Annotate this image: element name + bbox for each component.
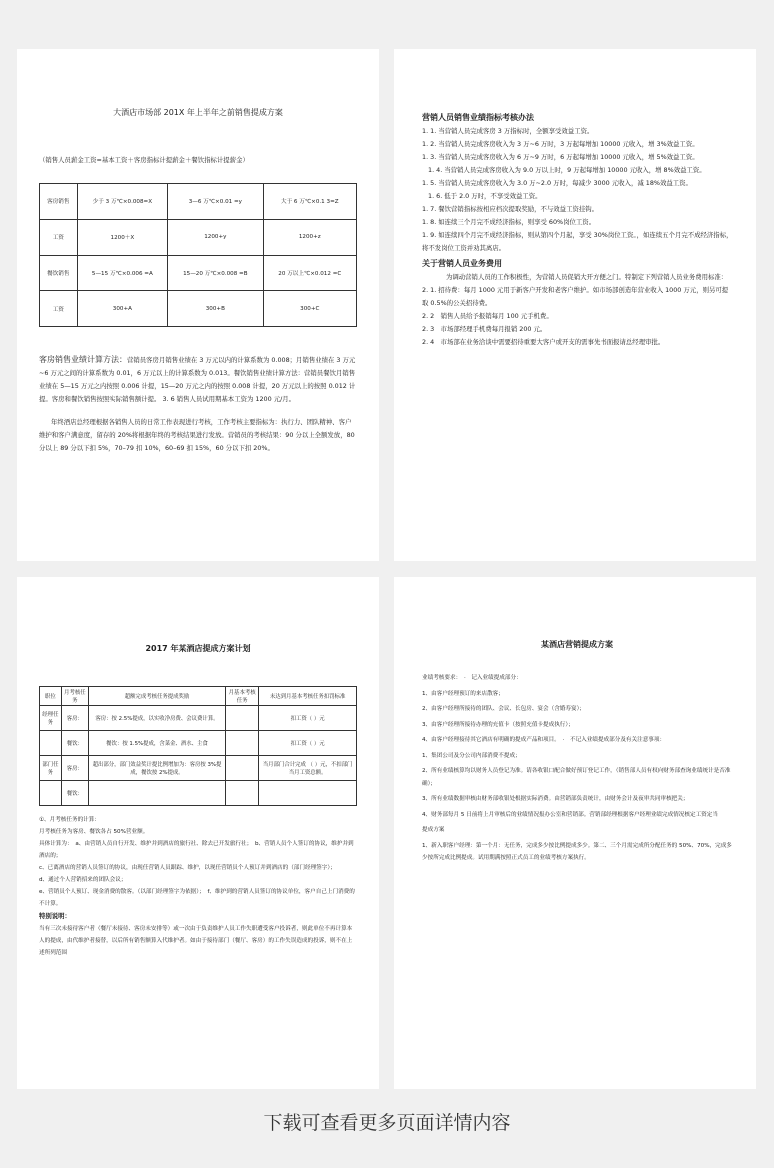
fee-item: 2. 1. 招待费：每月 1000 元用于新客户开发和老客户维护。如市场部创造年营业收入 1000 万元，则另可提取 0.5%的公关招待费。 [422, 286, 729, 307]
table-cell: 大于 6 万℃×0.1 3=Z [263, 184, 356, 220]
fee-item: 2. 2 销售人员给予报销每月 100 元手机费。 [422, 312, 553, 320]
review-paragraph: 年终酒店总经理根据各销售人员的日常工作表现进行考核，工作考核主要指标为：执行力、团队精神、客户维护和客户满意度，留存的 20%将根据年终的考核结果进行发放。营销员的考核结果：90 分以上全额发放，80 分以上 89 分以下扣 5%，70–79 扣 10%，60–69 扣 15%，60 分以下扣 20%。 [39, 418, 355, 452]
table-row [40, 756, 357, 781]
table-cell: 15—20 万℃×0.008 =B [168, 255, 263, 291]
page4-line: 2、由客户经理所接待的团队、会议、长包房、宴会（含婚寿宴）； [422, 706, 585, 712]
calc-method-text: 营销员客房月销售业绩在 3 万元以内的计算系数为 0.008；月销售业绩在 3 万元~6 万元之间的计算系数为 0.01，6 万元以上的计算系数为 0.013。餐饮销售业绩计算方法：营销员餐饮月销售业绩在 5—15 万元之内按照 0.006 计提，15—20 万元之内的按照 0.008 计提，20 万元以上的按照 0.012 计提。客房和餐饮销售按照实际销售额计提。 3. 6 销售人员试用期基本工资为 1200 元/月。 [39, 356, 356, 403]
page4-line: 2、所有业绩核算均以财务人员登记为准。请各收银口配合做好预订登记工作，（销售部人员有权向财务部查询业绩统计是否准确）； [422, 768, 731, 787]
kpi-item: 1. 7. 餐饮营销指标按相应档次提取奖励，不与效益工资挂钩。 [422, 205, 599, 213]
table-row [40, 291, 357, 327]
table-row [40, 731, 357, 756]
page4-line: 1、由客户经理预订的来店散客； [422, 690, 504, 697]
page2-heading-fees: 关于营销人员业务费用 [422, 259, 502, 268]
kpi-item: 1. 6. 低于 2.0 万时，不享受效益工资。 [428, 192, 542, 200]
fee-item: 2. 3 市场部经理手机费每月报销 200 元。 [422, 325, 547, 333]
table-cell: 餐饮：按 1.5%提成，含菜金、酒水、主食 [88, 731, 225, 756]
table-cell [40, 731, 62, 756]
table-cell: 工资 [40, 219, 78, 255]
special-text: 当有三次未接待客户者（餐厅未接待、客房未安排等）或一次由于负责维护人员工作失职遭受客户投诉者，则此单位不再计算本人的提成，由代维护者接替，以后所有销售额算入代维护者。如由于接待部门（餐厅、客房）的工作失误造成的投诉，则不在上述所列范围 [39, 926, 353, 956]
table-cell [40, 781, 62, 806]
table-header-cell: 月考核任务 [61, 687, 88, 706]
page4-line: 4、由客户经理接待其它酒店有明确的提成产品和项目。 · 不记入业绩提成部分及有关注意事项： [422, 737, 666, 743]
page4-line: 4、财务部每月 5 日前将上月审核后的业绩情况报办公室和营销部。营销部经理根据客户经理业绩完成情况核定工资定当 [422, 811, 718, 818]
table-cell [226, 756, 259, 781]
table-cell: 餐饮： [61, 731, 88, 756]
page4-line: 1、新入职客户经理：第一个月：无任务，完成多少按比例提成多少。第二、三个月需完成所分配任务的 50%、70%，完成多少按所完成比例提成。试用期满按照正式员工的业绩考核方案执行。 [422, 842, 732, 861]
special-heading: 特别说明： [39, 912, 71, 920]
plan-paragraph: c、已离酒店的营销人员签订的协议，由现任营销人员跟踪、维护，以现任营销员个人预订并到酒店的（部门经理签字）； [39, 865, 336, 871]
table-cell: 20 万以上℃×0.012 =C [263, 255, 356, 291]
table-cell: 客房：按 2.5%提成，以实收净房费、会议费计算。 [88, 706, 225, 731]
table-cell: 300+B [168, 291, 263, 327]
plan-paragraph: 具体计算为： a、由营销人员自行开发、维护并到酒店的旅行社、除去已开发旅行社； b、营销人员个人签订的协议，维护并到酒店的； [39, 841, 354, 859]
table-cell [88, 781, 225, 806]
table-header-cell: 月基本考核任务 [226, 687, 259, 706]
table-row [40, 706, 357, 731]
page3-title: 2017 年某酒店提成方案计划 [145, 644, 251, 653]
kpi-item: 1. 5. 当营销人员完成客房收入为 3.0 万~2.0 万时，每减少 3000 元收入，减 18%效益工资。 [422, 179, 692, 187]
table-cell: 经理任务 [40, 706, 62, 731]
table-cell: 1200+z [263, 219, 356, 255]
page4-title: 某酒店营销提成方案 [541, 640, 613, 649]
kpi-item: 1. 3. 当营销人员完成客房收入为 6 万~9 万时，6 万起每增加 10000 元收入，增 5%效益工资。 [422, 153, 699, 161]
table-cell: 客房销售 [40, 184, 78, 220]
page4-line: 1、集团公司及分公司内部消费不提成； [422, 752, 521, 759]
plan-paragraph: 月考核任务为客房、餐饮各占 50%营业额。 [39, 829, 149, 835]
table-cell: 客房： [61, 706, 88, 731]
table-row [40, 184, 357, 220]
table-cell: 超出部分，部门效益奖计提比例增加为：客房按 3%提成，餐饮按 2%提成。 [88, 756, 225, 781]
plan-paragraphs [39, 814, 357, 910]
table-cell [226, 706, 259, 731]
plan-table [39, 686, 357, 806]
fees-list [422, 284, 734, 349]
table-cell: 300+C [263, 291, 356, 327]
page1-title: 大酒店市场部 201X 年上半年之前销售提成方案 [113, 108, 283, 117]
kpi-item: 1. 1. 当营销人员完成客房 3 万指标时，全额享受效益工资。 [422, 127, 594, 135]
document-page-1 [17, 49, 379, 561]
table-cell: 当月部门合计完成 （ ）元，不扣部门当月工资总额。 [259, 756, 357, 781]
table-row [40, 219, 357, 255]
page4-lines [422, 672, 732, 865]
table-cell: 扣工资（ ）元 [259, 731, 357, 756]
calc-method-paragraph [39, 353, 357, 406]
plan-paragraph: ①、月考核任务的计算： [39, 817, 100, 823]
table-cell: 工资 [40, 291, 78, 327]
page4-line: 提成方案 [422, 827, 445, 833]
page2-heading-kpi: 营销人员销售业绩指标考核办法 [422, 113, 534, 122]
table-cell: 餐饮： [61, 781, 88, 806]
document-page-2 [394, 49, 756, 561]
plan-paragraph: e、营销员个人预订、现金消费的散客。（以部门经理签字为依据）； f、维护到的营销人员签订的协议单位，客户自己上门消费的不计算。 [39, 889, 355, 907]
calc-method-heading: 客房销售业绩计算方法： [39, 355, 127, 364]
table-cell: 1200＋X [77, 219, 168, 255]
table-header-cell: 超额完成考核任务提成奖励 [88, 687, 225, 706]
kpi-item: 1. 4. 当营销人员完成客房收入为 9.0 万以上时，9 万起每增加 10000 元收入，增 8%效益工资。 [428, 166, 706, 174]
download-caption: 下载可查看更多页面详情内容 [263, 1112, 511, 1134]
commission-table [39, 183, 357, 327]
page4-line: 3、所有业绩数据审核由财务部收银处根据实际消费。由营销部负责统计，由财务会计及夜审共同审核把关； [422, 796, 689, 802]
salary-formula: （销售人员薪金工资=基本工资＋客房指标计提薪金＋餐饮指标计提薪金） [39, 156, 249, 164]
table-cell: 部门任务 [40, 756, 62, 781]
kpi-list [422, 125, 734, 255]
table-cell: 少于 3 万℃×0.008=X [77, 184, 168, 220]
document-page-3 [17, 577, 379, 1089]
table-cell: 客房： [61, 756, 88, 781]
table-cell [226, 781, 259, 806]
table-cell: 300+A [77, 291, 168, 327]
table-cell: 扣工资（ ）元 [259, 706, 357, 731]
table-cell: 3—6 万℃×0.01 =y [168, 184, 263, 220]
fee-item: 2. 4 市场部在业务洽谈中需要招待重要大客户或开支的需事先书面报请总经理审批。 [422, 338, 665, 346]
fees-intro: 为调动营销人员的工作积极性，为营销人员促销大开方便之门。特制定下列营销人员业务费用标准： [446, 273, 728, 281]
table-row [40, 255, 357, 291]
plan-paragraph: d、通过个人营销招来的团队会议； [39, 877, 127, 883]
kpi-item: 1. 8. 如连续三个月完不成经济指标，则享受 60%岗位工资。 [422, 218, 596, 226]
table-cell [259, 781, 357, 806]
kpi-item: 1. 9. 如连续四个月完不成经济指标，则从第四个月起，享受 30%岗位工资。，如连续五个月完不成经济指标，将不发岗位工资并劝其离店。 [422, 231, 733, 252]
document-page-4 [394, 577, 756, 1089]
kpi-item: 1. 2. 当营销人员完成客房收入为 3 万~6 万时，3 万起每增加 10000 元收入，增 3%效益工资。 [422, 140, 699, 148]
page4-line: 3、由客户经理所接待办理的充值卡（按照充值卡提成执行）； [422, 721, 574, 728]
table-cell: 1200+y [168, 219, 263, 255]
page4-line: 业绩考核要求： · 记入业绩提成部分： [422, 675, 522, 681]
table-cell [226, 731, 259, 756]
table-cell: 餐饮销售 [40, 255, 78, 291]
table-row [40, 781, 357, 806]
table-header-cell: 未达到月基本考核任务扣罚标准 [259, 687, 357, 706]
table-header-cell: 职位 [40, 687, 62, 706]
table-cell: 5—15 万℃×0.006 =A [77, 255, 168, 291]
